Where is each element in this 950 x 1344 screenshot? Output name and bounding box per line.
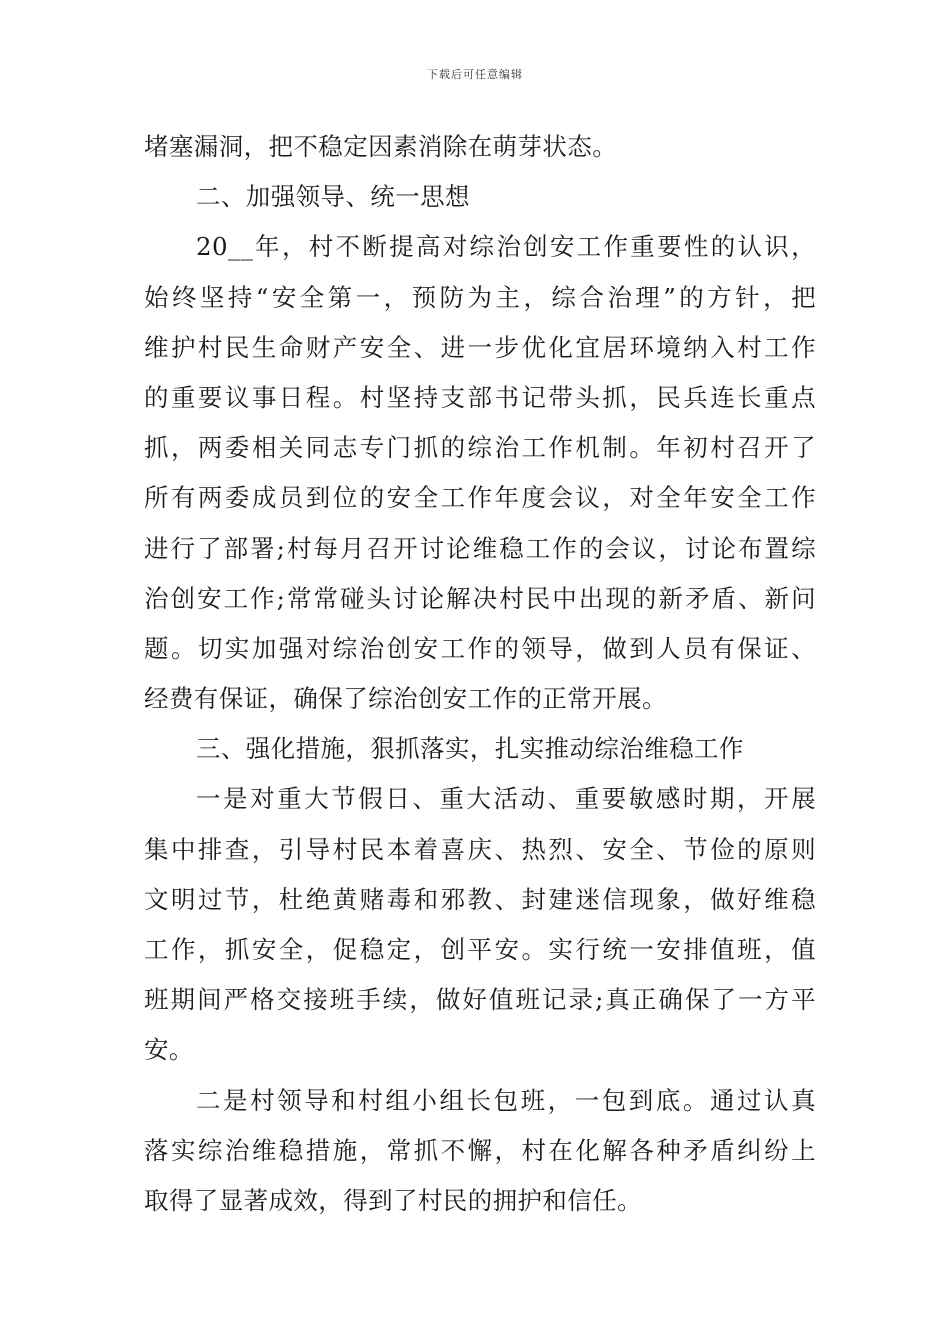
text-line: 落实综治维稳措施，常抓不懈，村在化解各种矛盾纠纷上 <box>144 1135 816 1165</box>
text-line: 取得了显著成效，得到了村民的拥护和信任。 <box>144 1185 642 1215</box>
text-line: 二是村领导和村组小组长包班，一包到底。通过认真 <box>196 1085 816 1115</box>
text-line: 始终坚持“安全第一，预防为主，综合治理”的方针，把 <box>144 282 816 312</box>
text-line: 的重要议事日程。村坚持支部书记带头抓，民兵连长重点 <box>144 382 816 412</box>
text-line: 经费有保证，确保了综治创安工作的正常开展。 <box>144 684 667 714</box>
text-line: 题。切实加强对综治创安工作的领导，做到人员有保证、 <box>144 633 816 663</box>
text-line: 维护村民生命财产安全、进一步优化宜居环境纳入村工作 <box>144 332 816 362</box>
text-line: 集中排查，引导村民本着喜庆、热烈、安全、节俭的原则 <box>144 834 816 864</box>
text-line: 安。 <box>144 1035 194 1065</box>
text-line: 抓，两委相关同志专门抓的综治工作机制。年初村召开了 <box>144 433 816 463</box>
text-line: 一是对重大节假日、重大活动、重要敏感时期，开展 <box>196 784 816 814</box>
page-header: 下载后可任意编辑 <box>427 68 523 81</box>
text-line: 堵塞漏洞，把不稳定因素消除在萌芽状态。 <box>144 132 618 161</box>
text-line: 班期间严格交接班手续，做好值班记录;真正确保了一方平 <box>144 985 816 1015</box>
document-body <box>144 122 816 1226</box>
text-line: 二、加强领导、统一思想 <box>196 182 470 212</box>
text-line: 文明过节，杜绝黄赌毒和邪教、封建迷信现象，做好维稳 <box>144 884 816 914</box>
text-line: 治创安工作;常常碰头讨论解决村民中出现的新矛盾、新问 <box>144 583 816 613</box>
text-line: 所有两委成员到位的安全工作年度会议，对全年安全工作 <box>144 483 816 513</box>
text-line: 进行了部署;村每月召开讨论维稳工作的会议，讨论布置综 <box>144 533 816 563</box>
text-line: 20__年，村不断提高对综治创安工作重要性的认识， <box>196 232 816 262</box>
text-line: 三、强化措施，狠抓落实，扎实推动综治维稳工作 <box>196 734 744 764</box>
text-line: 工作，抓安全，促稳定，创平安。实行统一安排值班，值 <box>144 935 816 964</box>
